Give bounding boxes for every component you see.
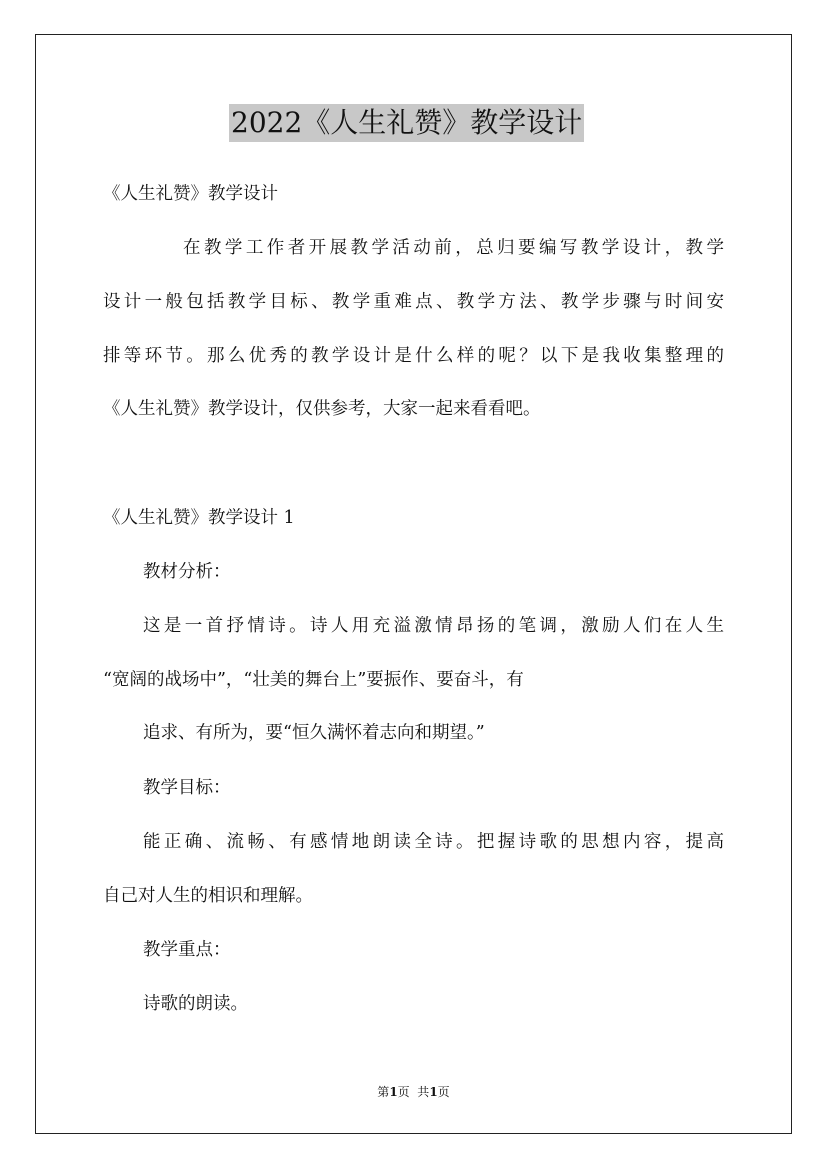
- goal-heading: 教学目标：: [143, 778, 231, 798]
- document-subtitle: 《人生礼赞》教学设计: [103, 184, 278, 204]
- goal-line-2: 自己对人生的相识和理解。: [103, 886, 313, 906]
- intro-line-2: 设计一般包括教学目标、教学重难点、教学方法、教学步骤与时间安: [103, 292, 724, 312]
- footer-prefix: 第: [377, 1085, 390, 1099]
- focus-heading: 教学重点：: [143, 940, 231, 960]
- intro-line-3: 排等环节。那么优秀的教学设计是什么样的呢？以下是我收集整理的: [103, 346, 724, 366]
- intro-line-1: 在教学工作者开展教学活动前，总归要编写教学设计，教学: [183, 238, 724, 258]
- focus-line: 诗歌的朗读。: [143, 994, 248, 1014]
- material-line-3: 追求、有所为，要“恒久满怀着志向和期望。”: [143, 723, 485, 743]
- material-heading: 教材分析：: [143, 562, 231, 582]
- section-title: 《人生礼赞》教学设计 1: [103, 508, 295, 528]
- material-line-2: “宽阔的战场中”，“壮美的舞台上”要振作、要奋斗，有: [103, 670, 524, 690]
- page-footer: [0, 1083, 827, 1100]
- footer-mid: 页 共: [397, 1085, 430, 1099]
- document-title: 2022《人生礼赞》教学设计: [229, 104, 584, 142]
- material-line-1: 这是一首抒情诗。诗人用充溢激情昂扬的笔调，激励人们在人生: [143, 616, 724, 636]
- footer-current-page: 1: [389, 1085, 398, 1099]
- footer-total-pages: 1: [429, 1085, 438, 1099]
- footer-suffix: 页: [437, 1085, 450, 1099]
- goal-line-1: 能正确、流畅、有感情地朗读全诗。把握诗歌的思想内容，提高: [143, 832, 724, 852]
- intro-line-4: 《人生礼赞》教学设计，仅供参考，大家一起来看看吧。: [103, 399, 541, 419]
